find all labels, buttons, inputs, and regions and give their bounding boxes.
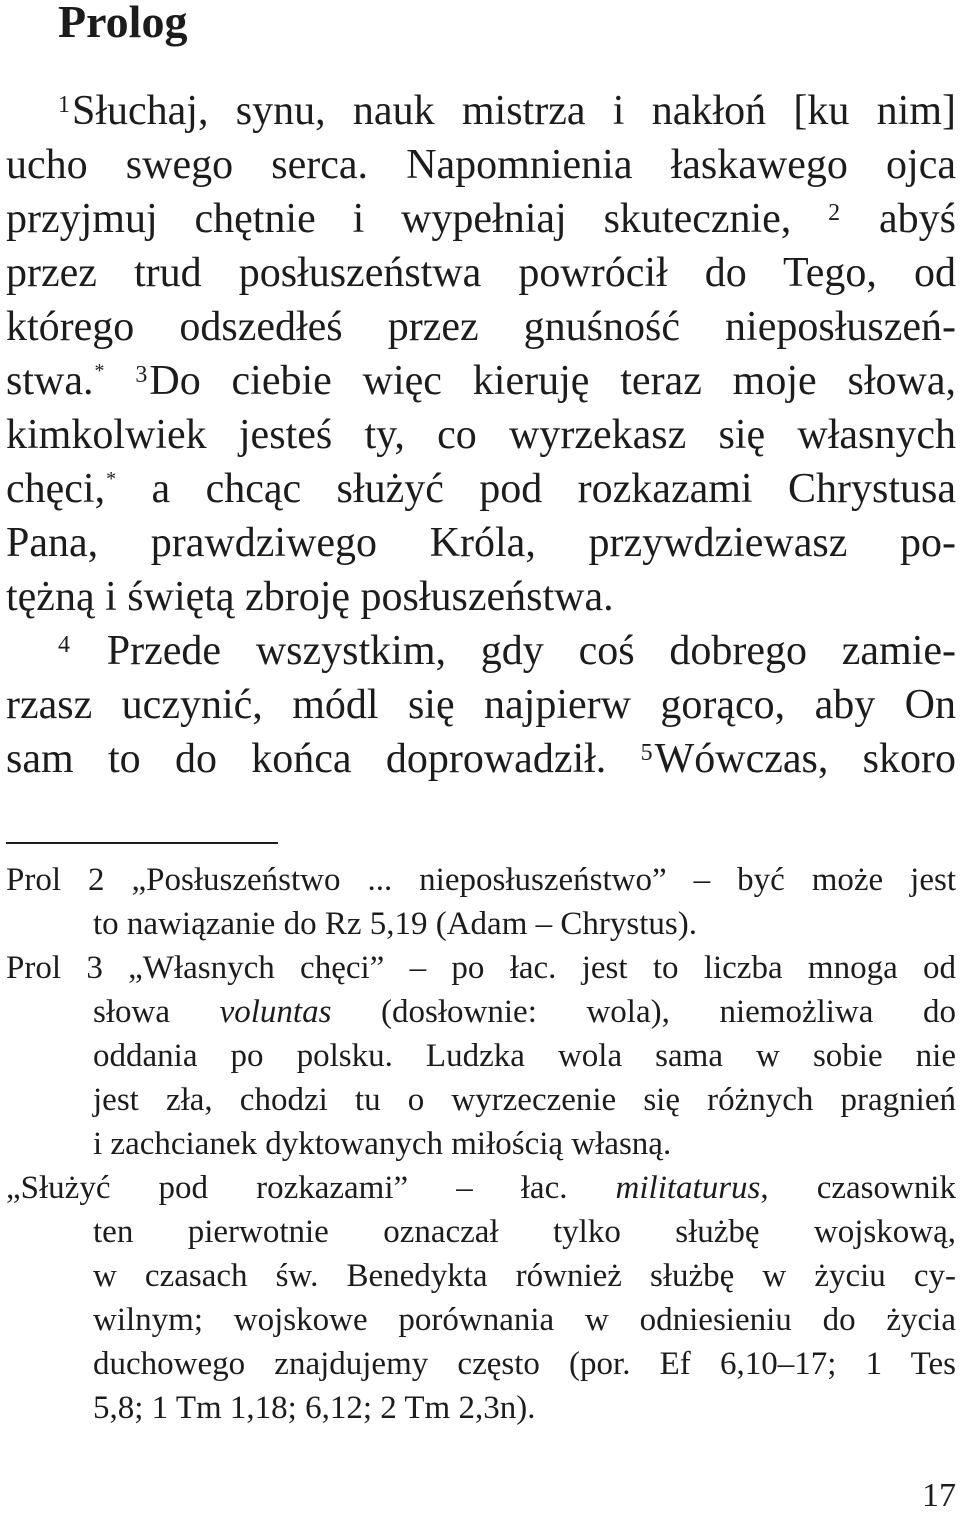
footnote-3-text-1b: , czasownik xyxy=(760,1170,956,1206)
verse-number-2: 2 xyxy=(828,200,841,226)
body-line-2: ucho swego serca. Napomnienia łaskawego ojca xyxy=(6,142,956,188)
footnote-2-line-3: oddania po polsku. Ludzka wola sama w sobie nie xyxy=(93,1038,956,1074)
footnote-2-line-1 xyxy=(6,946,956,990)
footnote-3-text-1a: „Służyć pod rozkazami” – łac. xyxy=(6,1170,568,1206)
footnote-2-label: Prol 3 xyxy=(6,950,103,986)
body-line-1 xyxy=(58,84,956,138)
body-text-6a: stwa. xyxy=(6,358,94,404)
body-line-8 xyxy=(6,462,956,516)
body-line-12: rzasz uczynić, módl się najpierw gorąco, aby On xyxy=(6,682,956,728)
body-text-1: Słuchaj, synu, nauk mistrza i nakłoń [ku nim] xyxy=(72,88,956,134)
footnote-3-line-3: w czasach św. Benedykta również służbę w życiu cy- xyxy=(93,1258,956,1294)
footnote-3-line-2: ten pierwotnie oznaczał tylko służbę wojskową, xyxy=(93,1214,956,1250)
body-line-4: przez trud posłuszeństwa powrócił do Tego, od xyxy=(6,250,956,296)
body-line-3 xyxy=(6,192,956,246)
chapter-title: Prolog xyxy=(58,0,188,47)
footnote-separator xyxy=(6,842,278,844)
footnote-marker-1: * xyxy=(94,360,105,382)
body-line-6 xyxy=(6,354,956,408)
body-line-5: którego odszedłeś przez gnuśność nieposłuszeń- xyxy=(6,304,956,350)
body-line-13 xyxy=(6,732,956,786)
footnote-3-line-6: 5,8; 1 Tm 1,18; 6,12; 2 Tm 2,3n). xyxy=(93,1390,536,1426)
body-text-3a: przyjmuj chętnie i wypełniaj skutecznie, xyxy=(6,196,792,242)
footnote-2-text-1: „Własnych chęci” – po łac. jest to liczba mnoga od xyxy=(128,950,957,986)
footnote-3-latin-term: militaturus xyxy=(615,1170,761,1206)
footnote-2-text-2b: (dosłownie: wola), niemożliwa do xyxy=(381,994,957,1030)
footnote-2-latin-term: voluntas xyxy=(219,994,332,1030)
footnote-marker-2: * xyxy=(106,468,117,490)
body-text-6b: Do ciebie więc kieruję teraz moje słowa, xyxy=(149,358,957,404)
body-text-13a: sam to do końca doprowadził. xyxy=(6,736,607,782)
verse-number-3: 3 xyxy=(135,362,148,388)
page-number: 17 xyxy=(922,1477,956,1514)
footnote-3-line-4: wilnym; wojskowe porównania w odniesieniu do życia xyxy=(93,1302,956,1338)
footnote-2-line-5: i zachcianek dyktowanych miłością własną. xyxy=(93,1126,672,1162)
body-text-13b: Wówczas, skoro xyxy=(654,736,956,782)
footnote-2-text-2a: słowa xyxy=(93,994,170,1030)
verse-number-4: 4 xyxy=(58,632,70,658)
body-line-9: Pana, prawdziwego Króla, przywdziewasz po- xyxy=(6,520,956,566)
body-text-11: Przede wszystkim, gdy coś dobrego zamie- xyxy=(106,628,956,674)
footnote-1-text-1: „Posłuszeństwo ... nieposłuszeństwo” – być może jest xyxy=(131,862,956,898)
footnote-3-line-1 xyxy=(6,1166,956,1210)
footnote-1-line-2: to nawiązanie do Rz 5,19 (Adam – Chrystus). xyxy=(93,906,697,942)
footnote-2-line-2 xyxy=(93,990,956,1034)
footnote-1-line-1 xyxy=(6,858,956,902)
footnote-3-line-5: duchowego znajdujemy często (por. Ef 6,10–17; 1 Tes xyxy=(93,1346,956,1382)
body-text-3b: abyś xyxy=(842,196,956,242)
body-line-7: kimkolwiek jesteś ty, co wyrzekasz się własnych xyxy=(6,412,956,458)
footnote-2-line-4: jest zła, chodzi tu o wyrzeczenie się różnych pragnień xyxy=(93,1082,956,1118)
footnote-1-label: Prol 2 xyxy=(6,862,105,898)
verse-number-5: 5 xyxy=(640,740,653,766)
body-line-10: tężną i świętą zbroję posłuszeństwa. xyxy=(6,574,614,620)
body-line-11 xyxy=(58,624,956,678)
body-text-8b: a chcąc służyć pod rozkazami Chrystusa xyxy=(116,466,956,512)
body-text-8a: chęci, xyxy=(6,466,106,512)
verse-number-1: 1 xyxy=(58,92,70,118)
